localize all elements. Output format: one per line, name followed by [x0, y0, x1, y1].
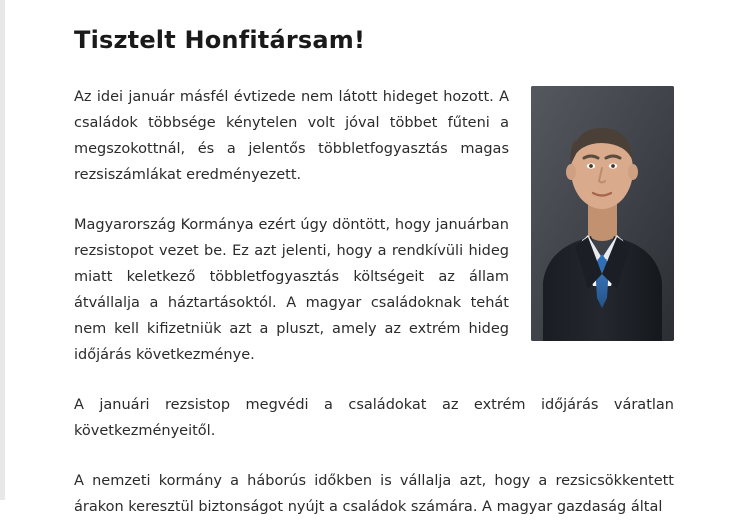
left-accent-bar [0, 0, 5, 500]
paragraph-2: Magyarország Kormánya ezért úgy döntött, hogy januárban rezsistopot vezet be. Ez azt jelenti, hogy a rendkívüli hideg miatt keletkező többletfogyasztás költségeit az állam átvállalja a háztartásoktól. A magyar családoknak tehát nem kell kifizetniük azt a pluszt, amely az extrém hideg időjárás következménye. [74, 217, 509, 363]
paragraph-1: Az idei január másfél évtizede nem látott hideget hozott. A családok többsége kénytelen volt jóval többet fűteni a megszokottnál, és a jelentős többletfogyasztás magas rezsiszámlákat eredményezett. [74, 89, 509, 183]
document-body [74, 84, 674, 520]
paragraph-3: A januári rezsistop megvédi a családokat az extrém időjárás váratlan következményeitől. [74, 397, 674, 439]
paragraph-4: A nemzeti kormány a háborús időkben is vállalja azt, hogy a rezsicsökkentett árakon keresztül biztonságot nyújt a családok számára. A magyar gazdaság által [74, 473, 674, 515]
portrait-illustration [531, 86, 674, 341]
portrait-photo [531, 86, 674, 341]
page-title: Tisztelt Honfitársam! [74, 26, 366, 54]
document-content [74, 0, 674, 515]
